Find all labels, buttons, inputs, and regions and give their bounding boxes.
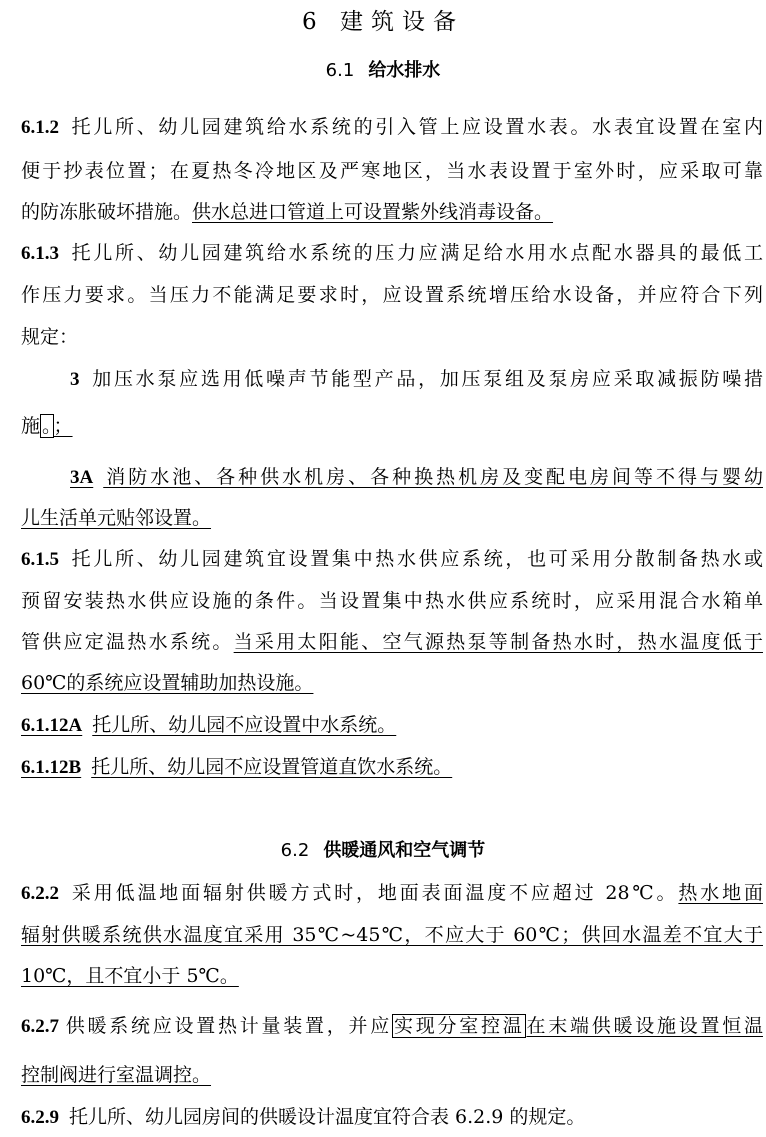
deleted-mark-box: 实现分室控温: [393, 1015, 525, 1037]
revised-text: 10℃，且不宜小于 5℃。: [21, 965, 239, 987]
clause-6-1-12a: [21, 712, 763, 739]
clause-6-2-7-line-1: [21, 1013, 763, 1040]
clause-6-2-7-line-2: [21, 1062, 763, 1088]
revised-text: 托儿所、幼儿园不应设置中水系统。: [92, 714, 397, 736]
item-3-line-1: [70, 366, 763, 393]
clause-6-1-5-line-2: [21, 588, 763, 614]
revised-text: 供水总进口管道上可设置紫外线消毒设备。: [192, 201, 554, 223]
clause-text: 托儿所、幼儿园建筑给水系统的引入管上应设置水表。水表宜设置在室内: [69, 116, 763, 138]
clause-6-2-2-line-1: [21, 880, 763, 907]
section-title-6-1: [0, 58, 766, 84]
chapter-title: [0, 6, 766, 38]
clause-number: 6.1.3: [21, 243, 59, 264]
chapter-number: 6: [302, 9, 325, 35]
revised-text: 当采用太阳能、空气源热泵等制备热水时，热水温度低于: [233, 631, 763, 653]
clause-text: 管供应定温热水系统。: [21, 631, 234, 653]
clause-6-1-2-line-2: [21, 158, 763, 184]
section-title-6-2: [0, 838, 766, 864]
clause-6-2-2-line-2: [21, 922, 763, 948]
revised-text: ；: [53, 415, 73, 437]
clause-6-2-9: [21, 1104, 763, 1131]
clause-6-1-5-line-3: [21, 629, 763, 655]
clause-text: 托儿所、幼儿园房间的供暖设计温度宜符合表 6.2.9 的规定。: [69, 1106, 586, 1128]
clause-text: 托儿所、幼儿园建筑宜设置集中热水供应系统，也可采用分散制备热水或: [69, 548, 763, 570]
clause-6-1-2-line-3: [21, 199, 763, 225]
revised-text: 托儿所、幼儿园不应设置管道直饮水系统。: [91, 756, 453, 778]
item-text: 施: [21, 415, 41, 437]
section-title-text: 给水排水: [368, 60, 441, 81]
clause-6-1-5-line-4: [21, 670, 763, 696]
clause-number: 6.1.2: [21, 117, 59, 138]
clause-6-1-3-line-1: [21, 240, 763, 267]
section-number: 6.2: [280, 840, 310, 861]
item-text: 加压水泵应选用低噪声节能型产品，加压泵组及泵房应采取减振防噪措: [89, 368, 763, 390]
clause-text: 采用低温地面辐射供暖方式时，地面表面温度不应超过 28℃。: [69, 882, 679, 904]
clause-text: 作压力要求。当压力不能满足要求时，应设置系统增压给水设备，并应符合下列: [21, 284, 763, 306]
revised-text: 辐射供暖系统供水温度宜采用 35℃~45℃，不应大于 60℃；供回水温差不宜大于: [21, 924, 763, 946]
chapter-title-text: 建筑设备: [339, 9, 464, 35]
clause-number: 6.2.7: [21, 1016, 59, 1037]
clause-6-1-5-line-1: [21, 546, 763, 573]
item-number: 3A: [70, 467, 94, 488]
revised-text: 消防水池、各种供水机房、各种换热机房及变配电房间等不得与婴幼: [103, 466, 763, 488]
clause-number: 6.1.5: [21, 549, 59, 570]
clause-number: 6.1.12A: [21, 715, 83, 736]
clause-text: 便于抄表位置；在夏热冬冷地区及严寒地区，当水表设置于室外时，应采取可靠: [21, 160, 763, 182]
revised-text: 在末端供暖设施设置恒温: [526, 1015, 763, 1037]
clause-6-2-2-line-3: [21, 963, 763, 989]
clause-text: 供暖系统应设置热计量装置，并应: [63, 1015, 392, 1037]
revised-text: 儿生活单元贴邻设置。: [21, 507, 212, 529]
item-3a-line-2: [21, 505, 763, 531]
clause-text: 预留安装热水供应设施的条件。当设置集中热水供应系统时，应采用混合水箱单: [21, 590, 763, 612]
item-3-line-2: [21, 413, 763, 439]
revised-text: 热水地面: [678, 882, 763, 904]
clause-6-1-3-line-2: [21, 282, 763, 308]
item-number: 3: [70, 369, 80, 390]
item-3a-line-1: [70, 464, 763, 491]
clause-text: 规定：: [21, 326, 79, 348]
deleted-mark-box: 。: [42, 415, 52, 437]
revised-text: 控制阀进行室温调控。: [21, 1064, 212, 1086]
clause-6-1-2-line-1: [21, 114, 763, 141]
clause-6-1-12b: [21, 754, 763, 781]
clause-number: 6.1.12B: [21, 757, 82, 778]
section-title-text: 供暖通风和空气调节: [323, 840, 486, 861]
clause-number: 6.2.2: [21, 883, 59, 904]
clause-text: 托儿所、幼儿园建筑给水系统的压力应满足给水用水点配水器具的最低工: [69, 242, 763, 264]
clause-text: 的防冻胀破坏措施。: [21, 201, 193, 223]
clause-6-1-3-line-3: [21, 324, 763, 350]
clause-number: 6.2.9: [21, 1107, 59, 1128]
revised-text: 60℃的系统应设置辅助加热设施。: [21, 672, 314, 694]
section-number: 6.1: [325, 60, 355, 81]
